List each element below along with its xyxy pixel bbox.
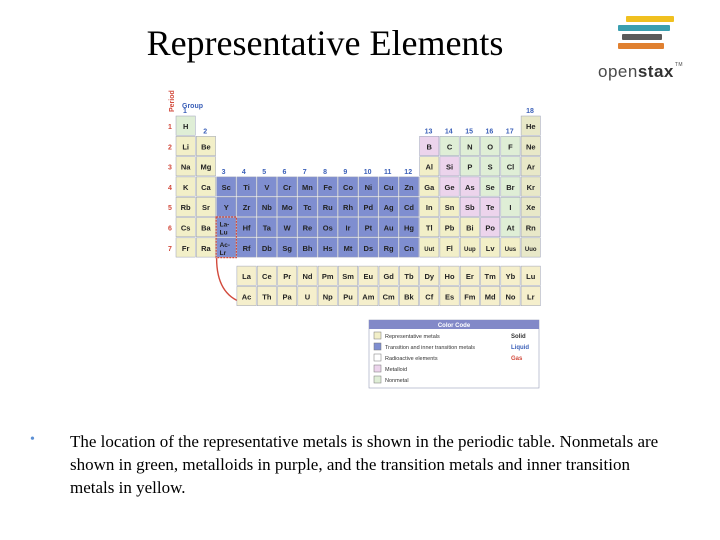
legend-item-label: Nonmetal xyxy=(385,378,409,384)
element-symbol: Er xyxy=(465,272,474,282)
element-symbol: Dy xyxy=(424,272,435,282)
element-symbol: Cn xyxy=(403,243,414,253)
element-symbol: Po xyxy=(485,223,495,233)
group-number: 18 xyxy=(526,108,534,115)
element-symbol: Lu xyxy=(219,229,228,237)
element-symbol: Ru xyxy=(322,203,333,213)
slide-title-text: Representative Elements xyxy=(146,23,504,63)
group-number: 5 xyxy=(262,168,267,176)
bullet-marker: • xyxy=(30,432,35,447)
element-symbol: Ce xyxy=(262,272,272,282)
period-number: 4 xyxy=(168,184,172,192)
element-symbol: Mo xyxy=(281,203,293,213)
element-symbol: Bh xyxy=(302,243,313,253)
group-number: 2 xyxy=(203,128,208,136)
element-symbol: Se xyxy=(485,182,495,192)
element-symbol: Li xyxy=(182,142,189,152)
element-symbol: Cu xyxy=(383,182,394,192)
element-symbol: Tl xyxy=(425,223,433,233)
element-symbol: Kr xyxy=(526,182,535,192)
element-symbol: Sc xyxy=(221,182,231,192)
group-number: 7 xyxy=(302,168,307,176)
element-symbol: Cs xyxy=(180,223,191,233)
element-symbol: H xyxy=(182,122,189,131)
element-symbol: Zn xyxy=(404,182,414,192)
element-symbol: La xyxy=(242,272,251,282)
element-symbol: Be xyxy=(201,142,211,152)
element-symbol: Sg xyxy=(282,243,292,253)
element-symbol: Ne xyxy=(525,142,536,152)
element-symbol: Nd xyxy=(302,272,313,282)
legend-swatch xyxy=(374,343,381,350)
element-symbol: Cm xyxy=(382,292,395,302)
element-symbol: Ac- xyxy=(219,241,231,249)
element-symbol: Br xyxy=(506,182,515,192)
element-symbol: Pt xyxy=(364,223,373,233)
element-symbol: Ag xyxy=(383,203,394,213)
element-symbol: Sb xyxy=(465,203,475,213)
group-number: 6 xyxy=(282,168,287,176)
element-symbol: Pu xyxy=(343,292,353,302)
element-symbol: In xyxy=(425,203,433,213)
logo-bar-4 xyxy=(618,43,664,49)
element-symbol: Cd xyxy=(403,203,414,213)
element-symbol: Si xyxy=(446,162,454,172)
period-number: 6 xyxy=(168,225,172,233)
element-symbol: Hg xyxy=(403,223,414,233)
element-symbol: Lr xyxy=(219,249,227,257)
element-symbol: Sm xyxy=(342,272,354,282)
legend-item-label: Metalloid xyxy=(385,367,408,373)
bullet-item xyxy=(28,430,668,499)
group-number: 15 xyxy=(465,128,473,136)
element-symbol: Tm xyxy=(484,272,496,282)
legend-state-label: Solid xyxy=(511,334,526,340)
element-symbol: Ni xyxy=(364,182,373,192)
logo-text-open: open xyxy=(598,62,638,81)
element-symbol: Uus xyxy=(504,246,517,253)
element-symbol: Gd xyxy=(383,272,394,282)
element-symbol: Uuo xyxy=(524,246,537,253)
element-symbol: Pr xyxy=(283,272,292,282)
group-label: Group xyxy=(182,103,203,110)
element-symbol: Uut xyxy=(424,246,435,253)
legend-state-label: Liquid xyxy=(511,345,529,351)
period-number: 2 xyxy=(168,144,172,152)
element-symbol: Ti xyxy=(243,182,250,192)
element-symbol: U xyxy=(304,292,311,302)
element-symbol: Sr xyxy=(201,203,210,213)
element-symbol: Hs xyxy=(322,243,333,253)
element-symbol: He xyxy=(525,122,536,131)
legend-swatch xyxy=(374,354,381,361)
bullet-text: The location of the representative metals is shown in the periodic table. Nonmetals are shown in green, metalloids in purple, and the transition metals and inner transition metals in yellow. xyxy=(70,432,659,497)
element-symbol: O xyxy=(487,142,494,152)
element-symbol: Ga xyxy=(424,182,435,192)
element-symbol: Al xyxy=(425,162,433,172)
legend-state-label: Gas xyxy=(511,356,523,362)
group-number: 4 xyxy=(241,168,246,176)
element-symbol: Hf xyxy=(242,223,251,233)
element-symbol: Cl xyxy=(506,162,515,172)
element-symbol: Na xyxy=(180,162,191,172)
element-symbol: Mg xyxy=(200,162,212,172)
group-number: 10 xyxy=(363,168,372,176)
element-symbol: Tc xyxy=(303,203,312,213)
element-symbol: As xyxy=(465,182,475,192)
element-symbol: Ba xyxy=(201,223,211,233)
element-symbol: Lv xyxy=(485,243,495,253)
group-number: 1 xyxy=(183,108,187,115)
element-symbol: Rn xyxy=(525,223,536,233)
element-symbol: Cf xyxy=(425,292,434,302)
element-symbol: Te xyxy=(486,203,495,213)
element-symbol: Ca xyxy=(201,182,211,192)
element-symbol: B xyxy=(426,142,432,152)
element-symbol: No xyxy=(505,292,516,302)
element-symbol: Y xyxy=(223,203,229,213)
legend-swatch xyxy=(374,376,381,383)
legend-swatch xyxy=(374,332,381,339)
element-symbol: Fr xyxy=(181,243,190,253)
element-symbol: Zr xyxy=(242,203,251,213)
element-symbol: C xyxy=(446,142,453,152)
element-symbol: Tb xyxy=(404,272,414,282)
element-symbol: Fl xyxy=(446,243,453,253)
logo-tm: TM xyxy=(674,62,684,68)
element-symbol: Ar xyxy=(526,162,535,172)
period-label: Period xyxy=(169,90,176,112)
group-number: 17 xyxy=(505,128,514,136)
openstax-logo xyxy=(596,14,706,84)
element-symbol: Ir xyxy=(345,223,351,233)
bullet-list xyxy=(28,430,668,499)
element-symbol: Db xyxy=(261,243,272,253)
element-symbol: Rb xyxy=(180,203,191,213)
element-symbol: Fm xyxy=(464,292,476,302)
periodic-table-svg xyxy=(164,84,544,394)
group-number: 8 xyxy=(323,168,328,176)
element-symbol: Au xyxy=(383,223,394,233)
legend-item-label: Representative metals xyxy=(385,334,440,340)
period-number: 3 xyxy=(168,164,172,172)
element-symbol: Os xyxy=(322,223,333,233)
element-symbol: Uup xyxy=(464,246,476,253)
element-symbol: Lu xyxy=(526,272,536,282)
element-symbol: Pd xyxy=(363,203,374,213)
element-symbol: S xyxy=(487,162,493,172)
group-number: 14 xyxy=(444,128,453,136)
element-symbol: Rh xyxy=(343,203,354,213)
element-symbol: Xe xyxy=(526,203,536,213)
element-symbol: Nb xyxy=(261,203,272,213)
element-symbol: Bi xyxy=(466,223,474,233)
element-symbol: Mn xyxy=(302,182,313,192)
element-symbol: K xyxy=(182,182,189,192)
element-symbol: Sn xyxy=(444,203,455,213)
element-symbol: W xyxy=(283,223,291,233)
element-symbol: Mt xyxy=(343,243,353,253)
logo-bar-3 xyxy=(622,34,662,40)
element-symbol: Np xyxy=(322,292,333,302)
element-symbol: V xyxy=(264,182,270,192)
element-symbol: Pm xyxy=(321,272,334,282)
element-symbol: Rf xyxy=(242,243,251,253)
element-symbol: Ds xyxy=(363,243,374,253)
group-number: 3 xyxy=(221,168,226,176)
element-symbol: Ge xyxy=(444,182,455,192)
element-symbol: Am xyxy=(362,292,375,302)
group-number: 12 xyxy=(404,168,413,176)
element-symbol: La- xyxy=(219,221,230,229)
group-number: 9 xyxy=(343,168,348,176)
element-symbol: Ta xyxy=(262,223,271,233)
element-symbol: Eu xyxy=(363,272,374,282)
period-number: 7 xyxy=(168,245,172,253)
element-symbol: Co xyxy=(343,182,354,192)
element-symbol: Yb xyxy=(505,272,516,282)
legend-title: Color Code xyxy=(437,323,471,329)
periodic-table-figure xyxy=(164,84,544,394)
logo-wordmark xyxy=(598,62,683,82)
legend-item-label: Radioactive elements xyxy=(385,356,438,362)
period-number: 5 xyxy=(168,205,172,213)
group-number: 16 xyxy=(485,128,494,136)
element-symbol: N xyxy=(467,142,473,152)
element-symbol: Ac xyxy=(241,292,252,302)
element-symbol: Re xyxy=(302,223,313,233)
element-symbol: Bk xyxy=(404,292,414,302)
element-symbol: Fe xyxy=(323,182,333,192)
element-symbol: Es xyxy=(444,292,455,302)
element-symbol: F xyxy=(508,142,513,152)
element-symbol: Cr xyxy=(282,182,292,192)
legend-swatch xyxy=(374,365,381,372)
element-symbol: Ra xyxy=(201,243,211,253)
logo-bar-2 xyxy=(618,25,670,31)
element-symbol: I xyxy=(509,203,512,213)
element-symbol: Md xyxy=(484,292,496,302)
period-number: 1 xyxy=(168,124,172,131)
element-symbol: Ho xyxy=(444,272,455,282)
element-symbol: Lr xyxy=(527,292,535,302)
element-symbol: Th xyxy=(262,292,272,302)
element-symbol: Pb xyxy=(444,223,455,233)
group-number: 13 xyxy=(424,128,433,136)
element-symbol: P xyxy=(467,162,473,172)
element-symbol: At xyxy=(506,223,515,233)
logo-text-stax: stax xyxy=(637,62,674,81)
group-number: 11 xyxy=(384,168,392,176)
element-symbol: Rg xyxy=(383,243,394,253)
logo-bar-1 xyxy=(626,16,674,22)
legend-item-label: Transition and inner transition metals xyxy=(385,345,475,351)
element-symbol: Pa xyxy=(282,292,292,302)
